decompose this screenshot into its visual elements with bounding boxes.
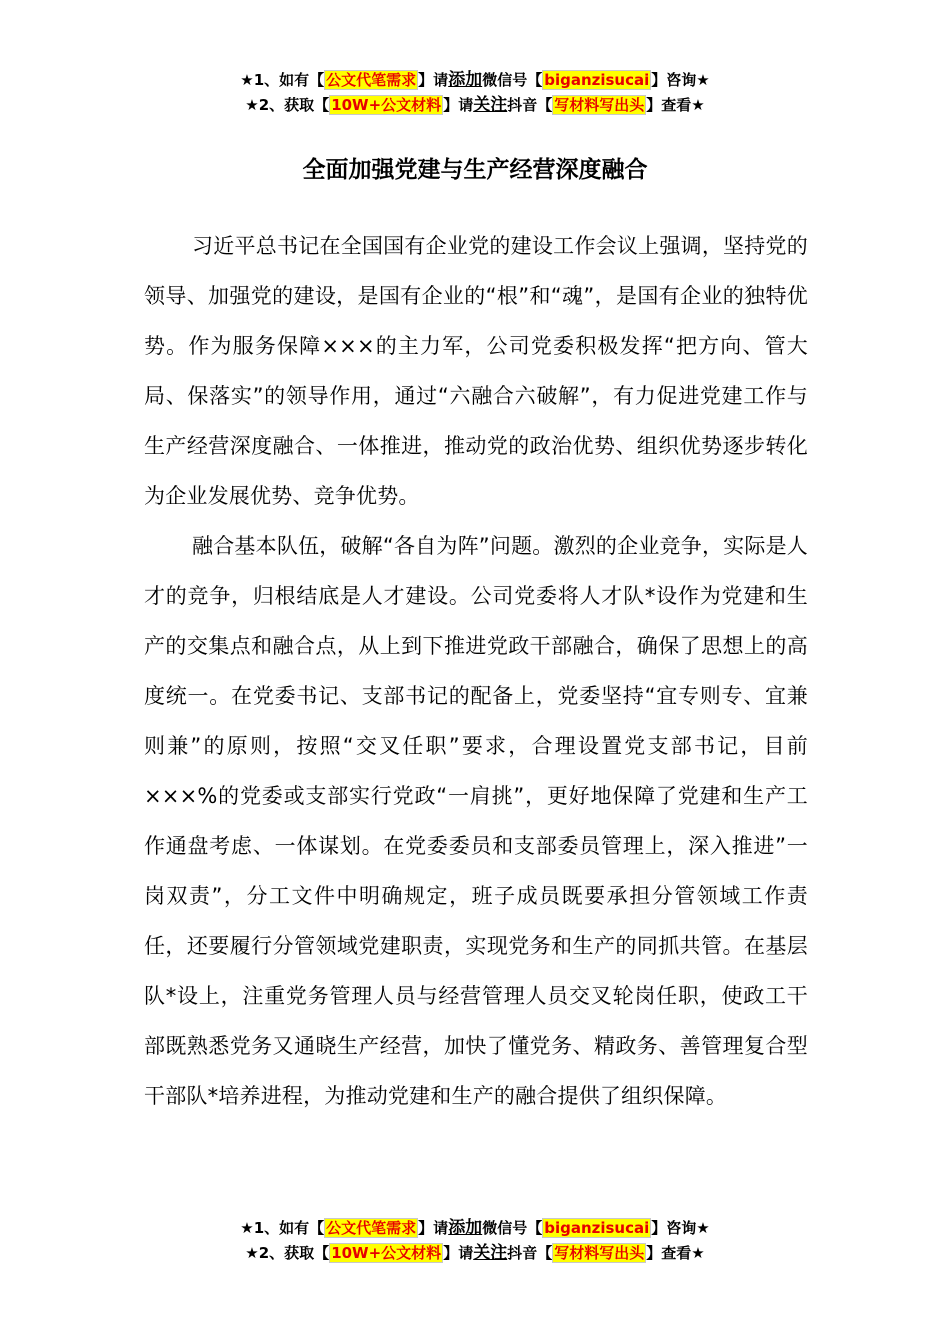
banner-line-1 — [0, 1216, 950, 1241]
highlight-service: 公文代笔需求 — [326, 1219, 417, 1237]
banner-emphasis: 关注 — [473, 95, 508, 115]
banner-text: 】查看★ — [646, 1244, 705, 1262]
highlight-materials: 10W+公文材料 — [331, 96, 442, 114]
banner-text: 抖音【 — [507, 1244, 553, 1262]
banner-text: 】咨询★ — [651, 71, 710, 89]
banner-line-2 — [0, 1241, 950, 1266]
paragraph-team-integration: 融合基本队伍，破解“各自为阵”问题。激烈的企业竞争，实际是人才的竞争，归根结底是人才建设。公司党委将人才队*设作为党建和生产的交集点和融合点，从上到下推进党政干部融合，确保了思想上的高度统一。在党委书记、支部书记的配备上，党委坚持“宜专则专、宜兼则兼”的原则，按照“交叉任职”要求，合理设置党支部书记，目前×××%的党委或支部实行党政“一肩挑”，更好地保障了党建和生产工作通盘考虑、一体谋划。在党委委员和支部委员管理上，深入推进”一岗双责”，分工文件中明确规定，班子成员既要承担分管领域工作责任，还要履行分管领域党建职责，实现党务和生产的同抓共管。在基层队*设上，注重党务管理人员与经营管理人员交叉轮岗任职，使政工干部既熟悉党务又通晓生产经营，加快了懂党务、精政务、善管理复合型干部队*培养进程，为推动党建和生产的融合提供了组织保障。 — [144, 534, 808, 1108]
banner-text: 】请 — [418, 1219, 449, 1237]
banner-text: 】咨询★ — [651, 1219, 710, 1237]
highlight-service: 公文代笔需求 — [326, 71, 417, 89]
banner-emphasis: 添加 — [448, 70, 483, 90]
document-body — [144, 221, 808, 1121]
banner-text: ★1、如有【 — [240, 71, 325, 89]
highlight-douyin-account: 写材料写出头 — [554, 96, 645, 114]
document-title: 全面加强党建与生产经营深度融合 — [302, 157, 648, 183]
banner-text: ★2、获取【 — [245, 1244, 330, 1262]
banner-line-2 — [0, 93, 950, 118]
banner-line-1 — [0, 68, 950, 93]
banner-emphasis: 添加 — [448, 1218, 483, 1238]
bottom-banner — [0, 1216, 950, 1266]
banner-text: ★2、获取【 — [245, 96, 330, 114]
highlight-materials: 10W+公文材料 — [331, 1244, 442, 1262]
top-banner — [0, 68, 950, 118]
banner-text: 微信号【 — [482, 1219, 543, 1237]
banner-text: 微信号【 — [482, 71, 543, 89]
highlight-wechat-id: biganzisucai — [544, 71, 650, 89]
highlight-douyin-account: 写材料写出头 — [554, 1244, 645, 1262]
banner-emphasis: 关注 — [473, 1243, 508, 1263]
banner-text: 】请 — [443, 96, 474, 114]
banner-text: 】请 — [443, 1244, 474, 1262]
paragraph-intro: 习近平总书记在全国国有企业党的建设工作会议上强调，坚持党的领导、加强党的建设，是国有企业的“根”和“魂”，是国有企业的独特优势。作为服务保障×××的主力军，公司党委积极发挥“把方向、管大局、保落实”的领导作用，通过“六融合六破解”，有力促进党建工作与生产经营深度融合、一体推进，推动党的政治优势、组织优势逐步转化为企业发展优势、竞争优势。 — [144, 234, 808, 508]
banner-text: 抖音【 — [507, 96, 553, 114]
banner-text: ★1、如有【 — [240, 1219, 325, 1237]
highlight-wechat-id: biganzisucai — [544, 1219, 650, 1237]
banner-text: 】查看★ — [646, 96, 705, 114]
banner-text: 】请 — [418, 71, 449, 89]
